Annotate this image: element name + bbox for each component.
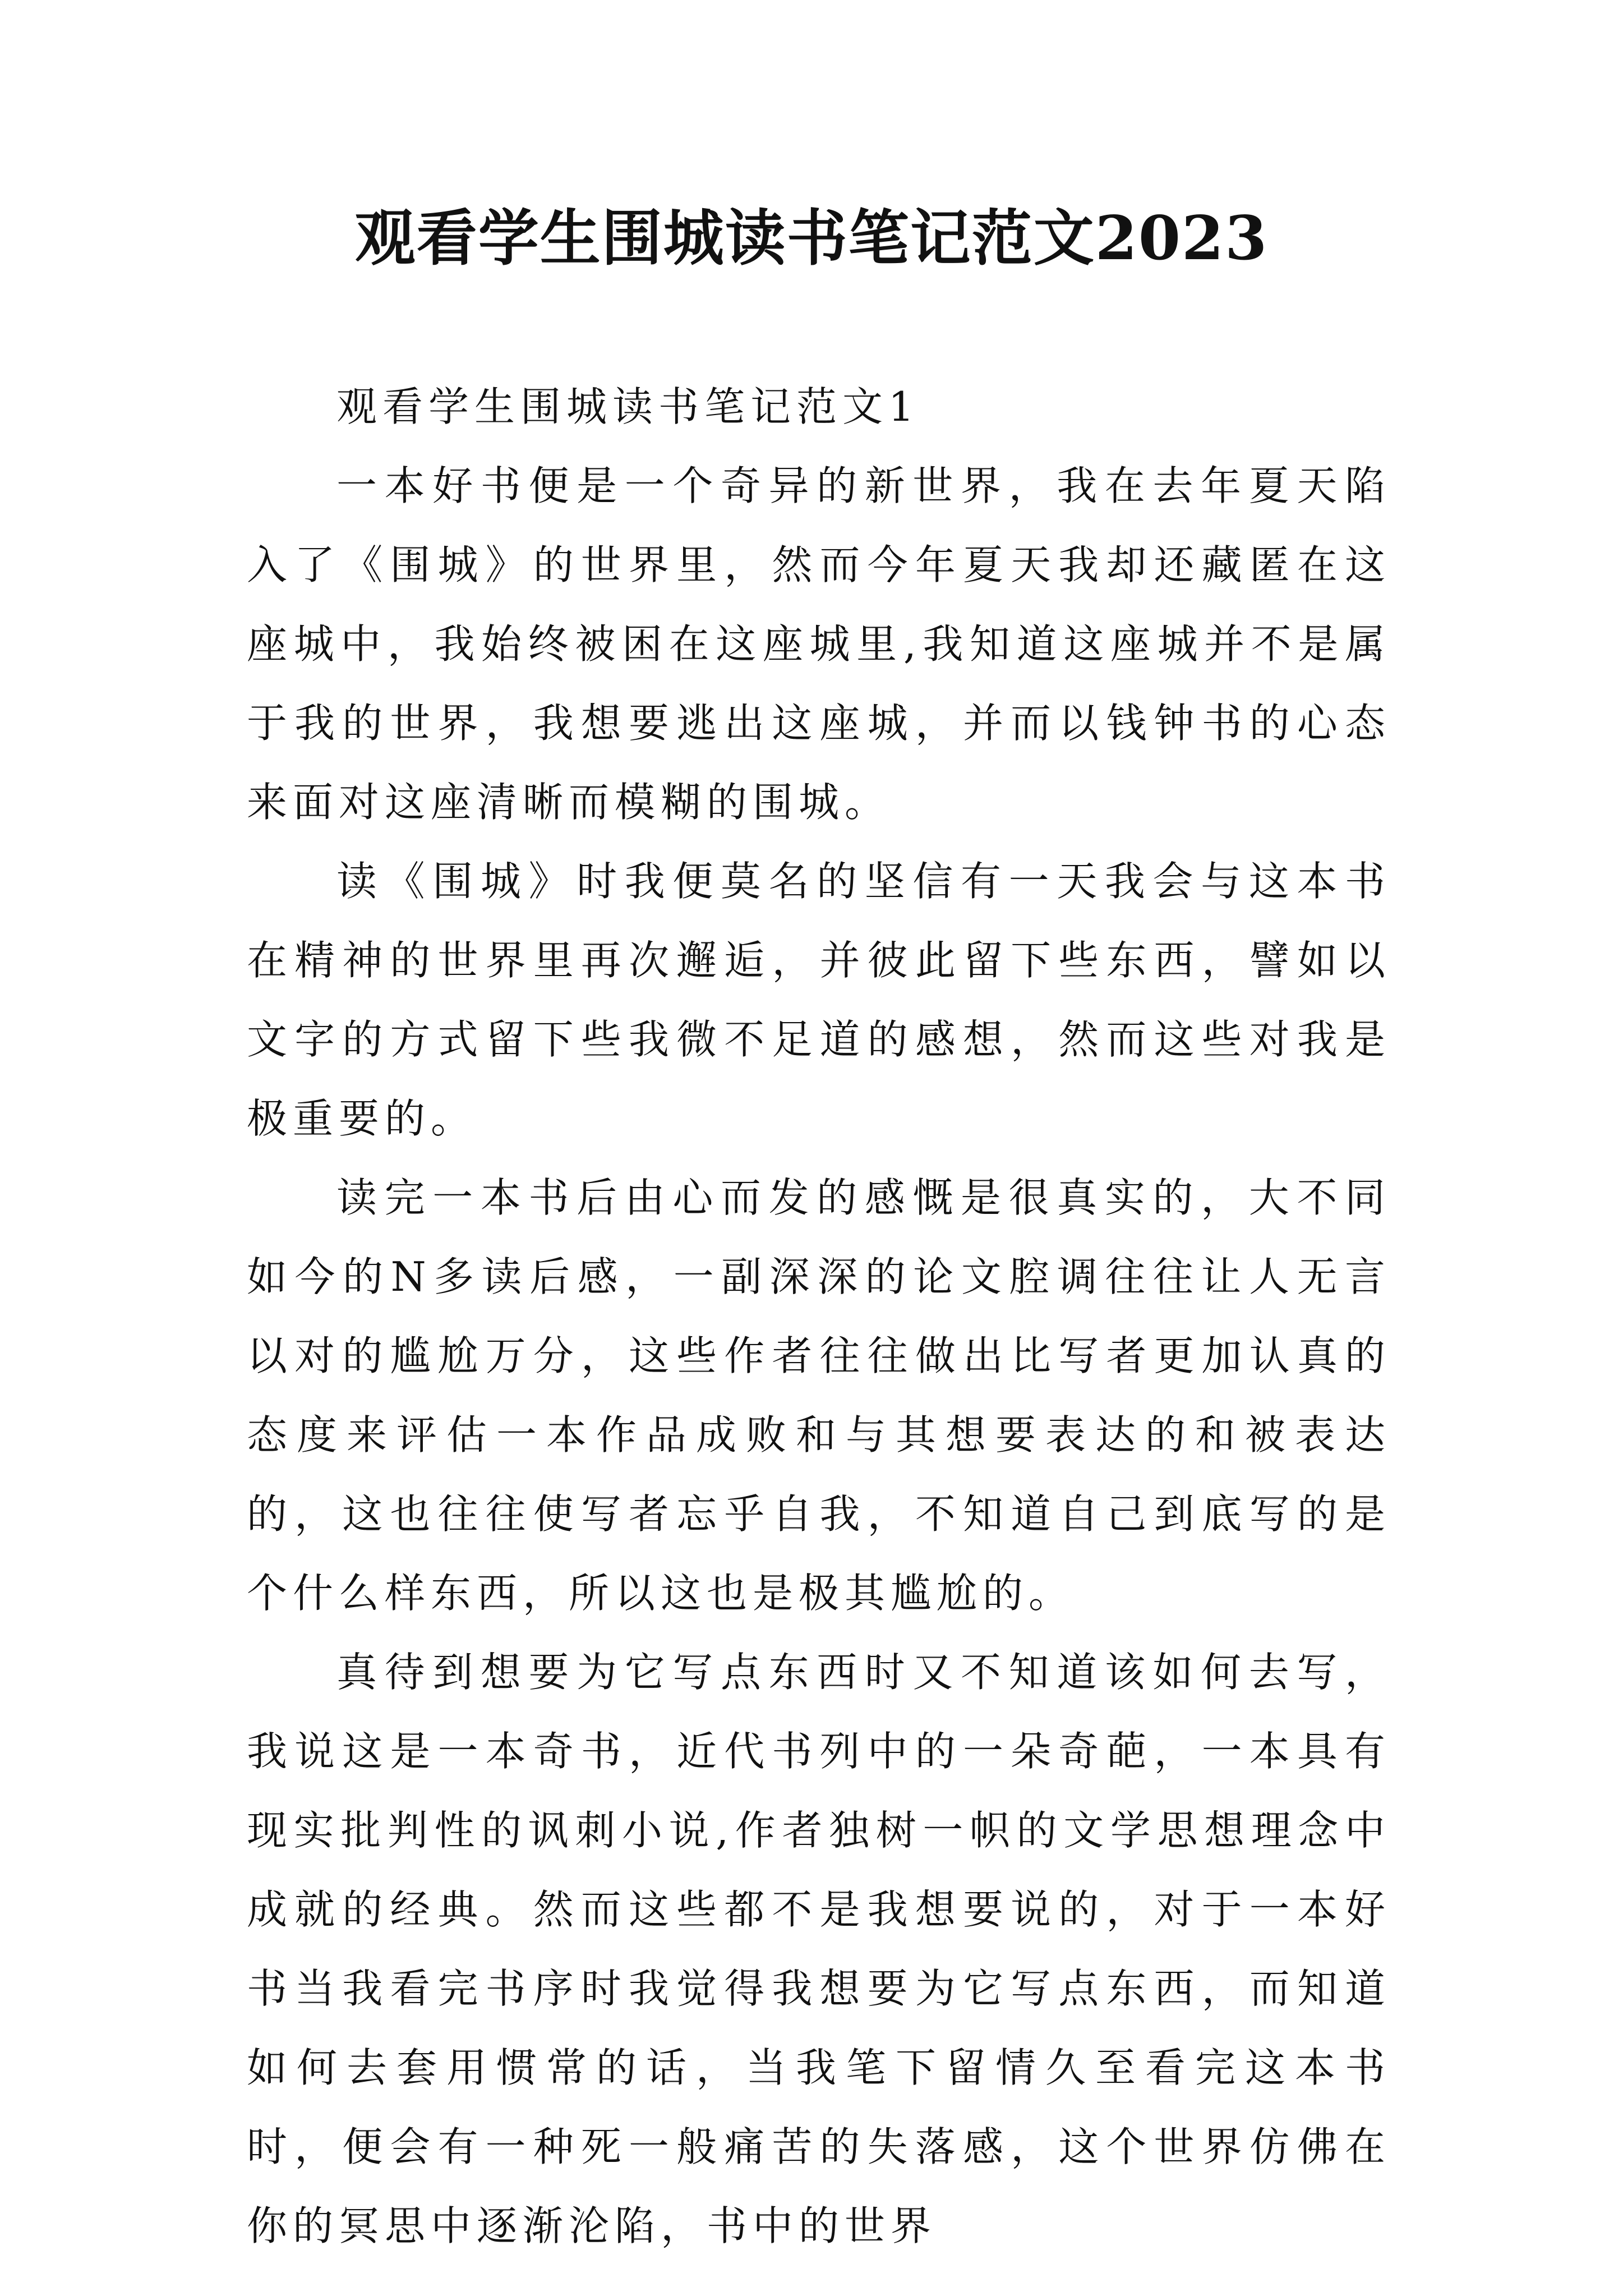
document-title: 观看学生围城读书笔记范文2023 — [354, 203, 1269, 274]
section-heading: 观看学生围城读书笔记范文1 — [336, 383, 920, 430]
paragraph: 一本好书便是一个奇异的新世界，我在去年夏天陷入了《围城》的世界里，然而今年夏天我却还藏匿在这座城中，我始终被困在这座城里,我知道这座城并不是属于我的世界，我想要逃出这座城，并而以钱钟书的心态来面对这座清晰而模糊的围城。 — [247, 462, 1391, 826]
paragraph: 读《围城》时我便莫名的坚信有一天我会与这本书在精神的世界里再次邂逅，并彼此留下些东西，譬如以文字的方式留下些我微不足道的感想，然而这些对我是极重要的。 — [247, 858, 1391, 1142]
paragraph: 真待到想要为它写点东西时又不知道该如何去写，我说这是一本奇书，近代书列中的一朵奇葩，一本具有现实批判性的讽刺小说,作者独树一帜的文学思想理念中成就的经典。然而这些都不是我想要说的，对于一本好书当我看完书序时我觉得我想要为它写点东西，而知道如何去套用惯常的话，当我笔下留情久至看完这本书时，便会有一种死一般痛苦的失落感，这个世界仿佛在你的冥思中逐渐沦陷，书中的世界 — [247, 1649, 1391, 2249]
document-body — [247, 367, 1391, 2266]
paragraph: 读完一本书后由心而发的感慨是很真实的，大不同如今的N多读后感，一副深深的论文腔调往往让人无言以对的尴尬万分，这些作者往往做出比写者更加认真的态度来评估一本作品成败和与其想要表达的和被表达的，这也往往使写者忘乎自我，不知道自己到底写的是个什么样东西，所以这也是极其尴尬的。 — [247, 1174, 1391, 1617]
